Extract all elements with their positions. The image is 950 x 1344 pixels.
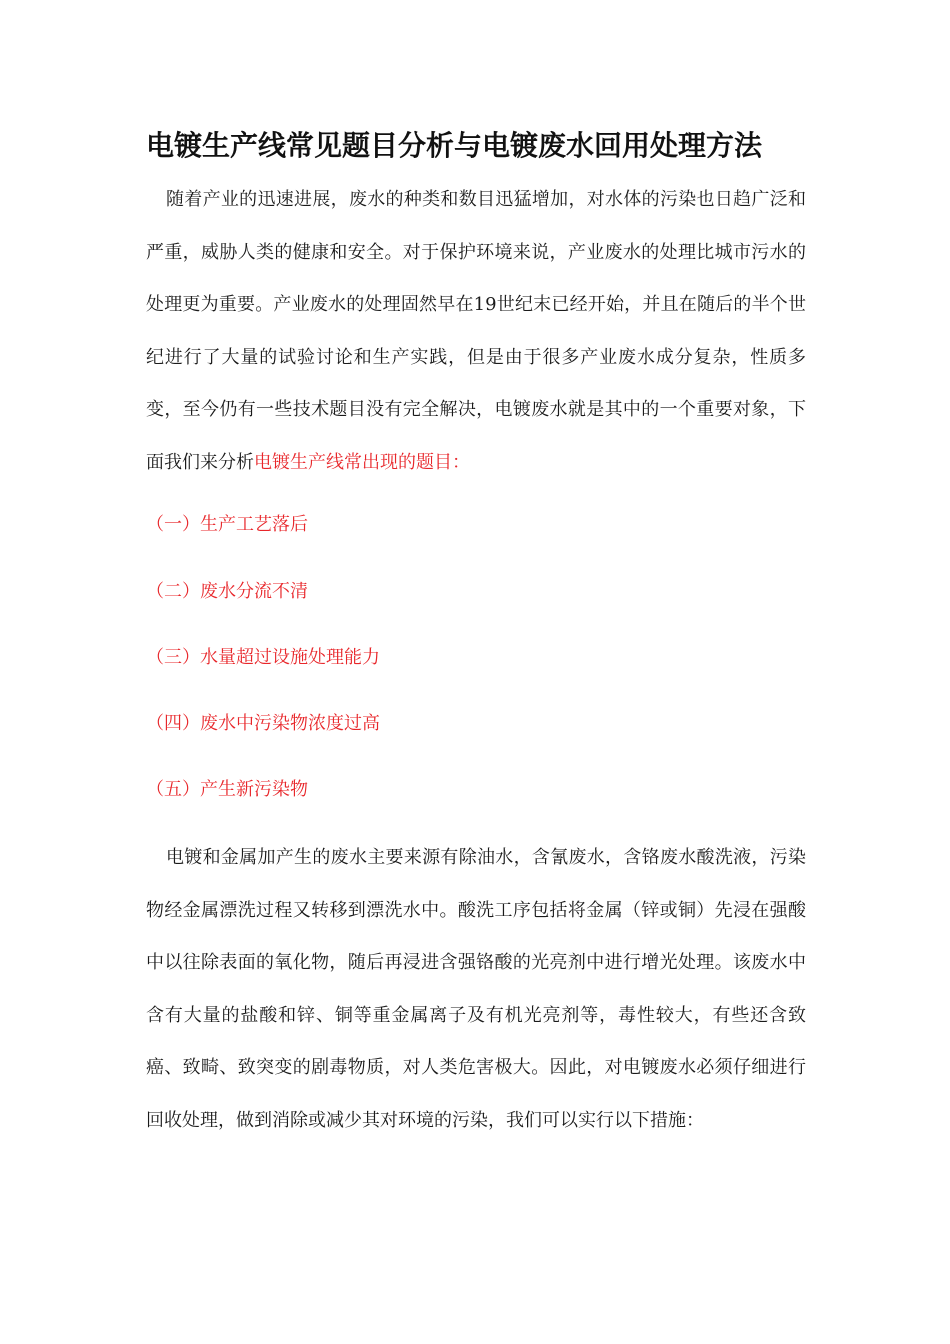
- problem-item-3: （三）水量超过设施处理能力: [146, 647, 380, 668]
- page-title: 电镀生产线常见题目分析与电镀废水回用处理方法: [146, 129, 763, 162]
- body-paragraph: 电镀和金属加产生的废水主要来源有除油水，含氰废水，含铬废水酸洗液，污染物经金属漂洗过程又转移到漂洗水中。酸洗工序包括将金属（锌或铜）先浸在强酸中以往除表面的氧化物，随后再浸进含强铬酸的光亮剂中进行增光处理。该废水中含有大量的盐酸和锌、铜等重金属离子及有机光亮剂等，毒性较大，有些还含致癌、致畸、致突变的剧毒物质，对人类危害极大。因此，对电镀废水必须仔细进行回收处理，做到消除或减少其对环境的污染，我们可以实行以下措施：: [146, 847, 806, 1131]
- problem-item-4: （四）废水中污染物浓度过高: [146, 713, 380, 734]
- intro-text: 随着产业的迅速进展，废水的种类和数目迅猛增加，对水体的污染也日趋广泛和严重，威胁人类的健康和安全。对于保护环境来说，产业废水的处理比城市污水的处理更为重要。产业废水的处理固然早在19世纪末已经开始，并且在随后的半个世纪进行了大量的试验讨论和生产实践，但是由于很多产业废水成分复杂，性质多变，至今仍有一些技术题目没有完全解决，电镀废水就是其中的一个重要对象，下面我们来分析: [146, 189, 806, 473]
- intro-highlight: 电镀生产线常出现的题目：: [254, 451, 470, 473]
- problem-item-1: （一）生产工艺落后: [146, 514, 308, 535]
- problem-item-2: （二）废水分流不清: [146, 581, 308, 602]
- intro-paragraph: [146, 174, 806, 489]
- problem-item-5: （五）产生新污染物: [146, 779, 308, 800]
